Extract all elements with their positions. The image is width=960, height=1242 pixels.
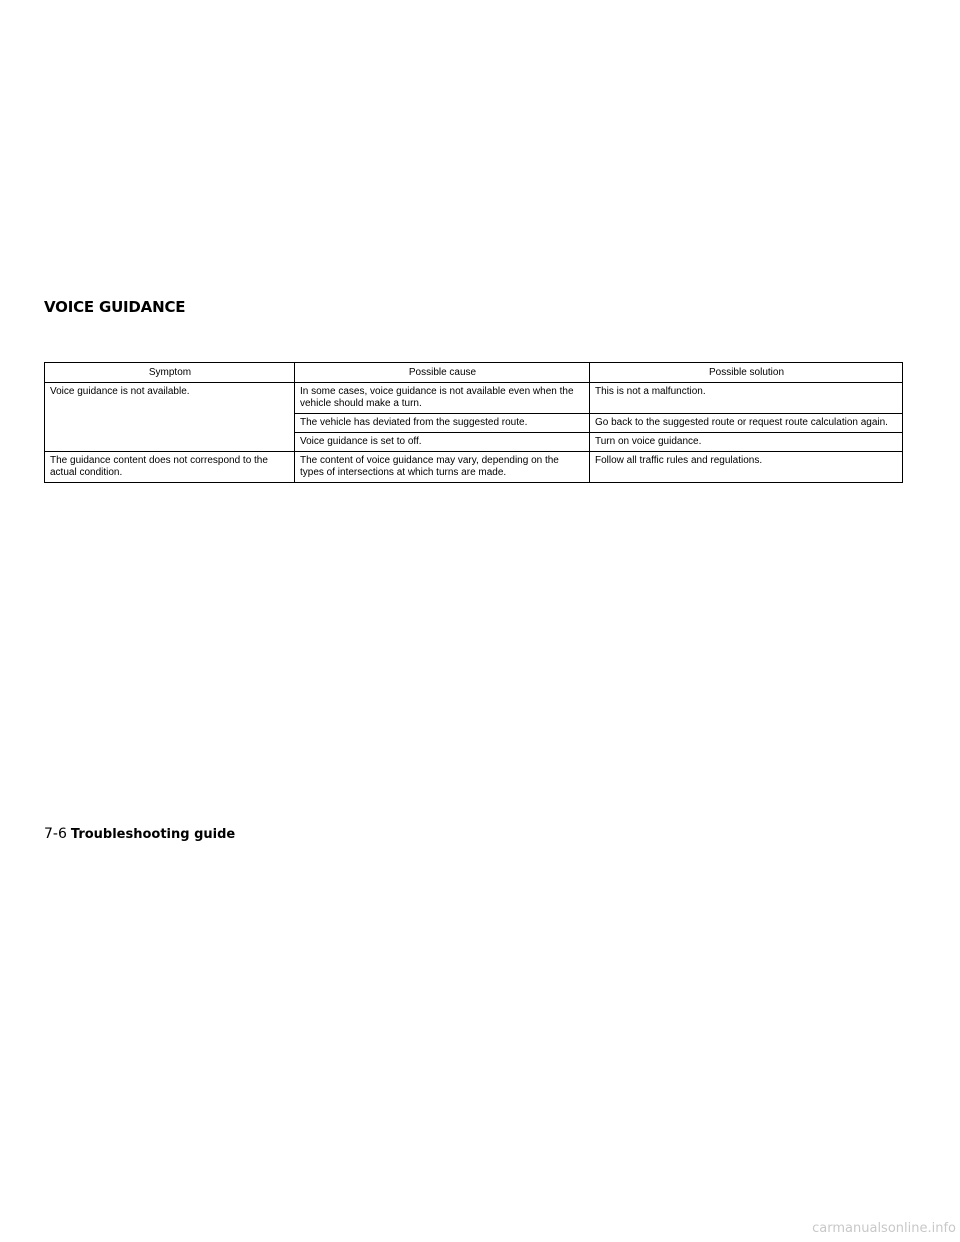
- cause-cell: In some cases, voice guidance is not available even when the vehicle should make a turn.: [295, 383, 590, 414]
- page-number: 7-6: [44, 826, 67, 842]
- troubleshooting-table: [44, 362, 903, 483]
- table-row: [45, 452, 903, 483]
- solution-cell: This is not a malfunction.: [590, 383, 903, 414]
- solution-cell: Go back to the suggested route or request route calculation again.: [590, 414, 903, 433]
- cause-cell: Voice guidance is set to off.: [295, 433, 590, 452]
- section-title: VOICE GUIDANCE: [44, 298, 186, 316]
- header-symptom: Symptom: [45, 363, 295, 383]
- table-row: [45, 383, 903, 414]
- header-possible-cause: Possible cause: [295, 363, 590, 383]
- header-possible-solution: Possible solution: [590, 363, 903, 383]
- symptom-cell: Voice guidance is not available.: [45, 383, 295, 452]
- cause-cell: The vehicle has deviated from the suggested route.: [295, 414, 590, 433]
- table-header-row: [45, 363, 903, 383]
- page-footer: [44, 826, 235, 842]
- cause-cell: The content of voice guidance may vary, depending on the types of intersections at which turns are made.: [295, 452, 590, 483]
- chapter-title: Troubleshooting guide: [70, 827, 236, 842]
- watermark: carmanualsonline.info: [812, 1221, 956, 1236]
- solution-cell: Follow all traffic rules and regulations.: [590, 452, 903, 483]
- symptom-cell: The guidance content does not correspond to the actual condition.: [45, 452, 295, 483]
- solution-cell: Turn on voice guidance.: [590, 433, 903, 452]
